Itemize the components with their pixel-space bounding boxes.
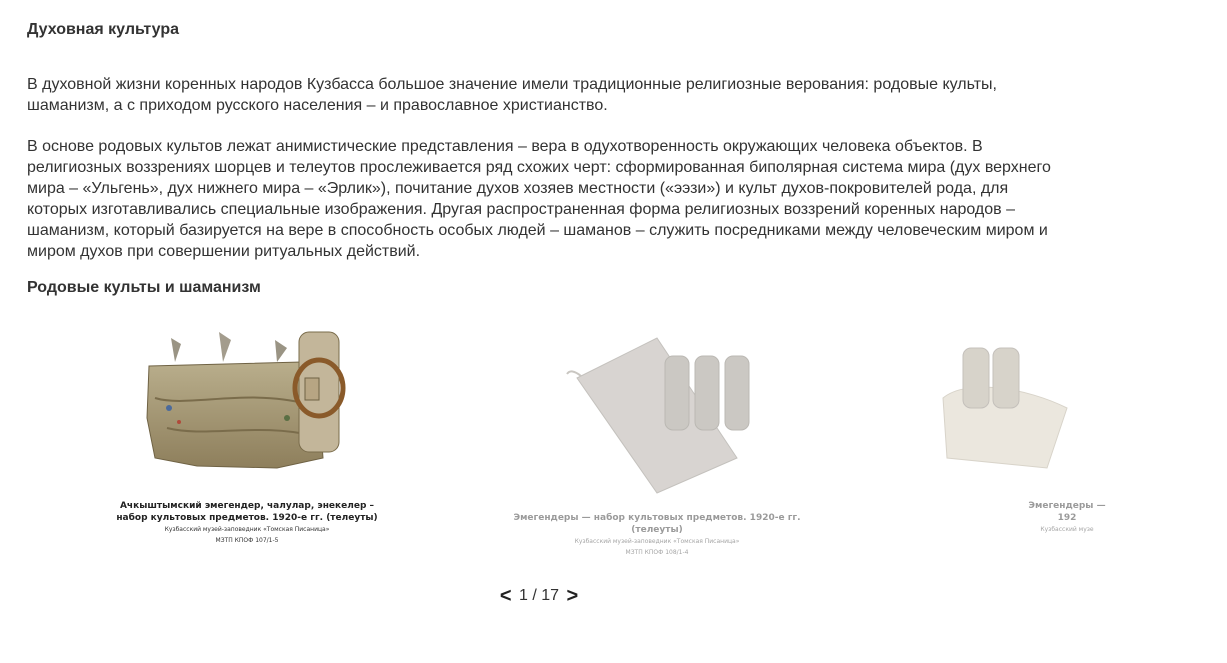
subsection-title: Родовые культы и шаманизм — [27, 279, 261, 296]
carousel-slide[interactable] — [87, 318, 407, 558]
caption-title: Ачкыштымский эмегендер, чалулар, энекелер – — [119, 501, 375, 511]
caption-inventory: МЗТП КПОФ 108/1-4 — [625, 549, 689, 556]
chevron-left-icon[interactable]: < — [499, 585, 512, 607]
caption-museum: Кузбасский музей-заповедник «Томская Писаница» — [574, 538, 740, 545]
carousel-slide[interactable] — [907, 318, 1227, 558]
slide-caption — [497, 512, 817, 558]
carousel-pager — [0, 586, 1078, 606]
caption-museum: Кузбасский музе — [1040, 526, 1094, 533]
artifact-photo — [907, 318, 1147, 478]
page-separator: / — [532, 587, 537, 604]
body-paragraph: В основе родовых культов лежат анимистические представления – вера в одухотворенность окружающих человека объектов. В религиозных воззрениях шорцев и телеутов прослеживается ряд схожих черт: сформированная биполярная система мира (дух верхнего мира – «Ульгень», дух нижнего мира – «Эрлик»), почитание духов хозяев местности («ээзи») и культ духов-покровителей рода, для которых изготавливались специальные изображения. Другая распространенная форма религиозных воззрений коренных народов – шаманизм, который базируется на вере в способность особых людей – шаманов – служить посредниками между человеческим миром и миром духов при совершении ритуальных действий. — [27, 138, 1051, 260]
total-pages: 17 — [541, 587, 560, 604]
slide-caption — [907, 500, 1227, 535]
section-title: Духовная культура — [27, 21, 180, 38]
chevron-right-icon[interactable]: > — [566, 585, 579, 607]
image-carousel[interactable] — [27, 318, 1106, 558]
caption-title: набор культовых предметов. 1920-е гг. (телеуты) — [116, 513, 378, 523]
carousel-slide[interactable] — [497, 318, 817, 558]
caption-museum: Кузбасский музей-заповедник «Томская Писаница» — [164, 526, 330, 533]
caption-title: 192 — [1057, 513, 1077, 523]
artifact-photo — [537, 318, 777, 493]
caption-title: Эмегендеры — набор культовых предметов. 1920-е гг. (телеуты) — [513, 513, 801, 535]
caption-inventory: МЗТП КПОФ 107/1-5 — [215, 537, 279, 544]
intro-paragraph: В духовной жизни коренных народов Кузбасса большое значение имели традиционные религиозные верования: родовые культы, шаманизм, а с приходом русского населения – и православное христианство. — [27, 76, 997, 114]
caption-title: Эмегендеры — — [1028, 501, 1106, 511]
current-page: 1 — [518, 587, 528, 604]
slide-caption — [87, 500, 407, 546]
artifact-photo — [127, 318, 367, 478]
